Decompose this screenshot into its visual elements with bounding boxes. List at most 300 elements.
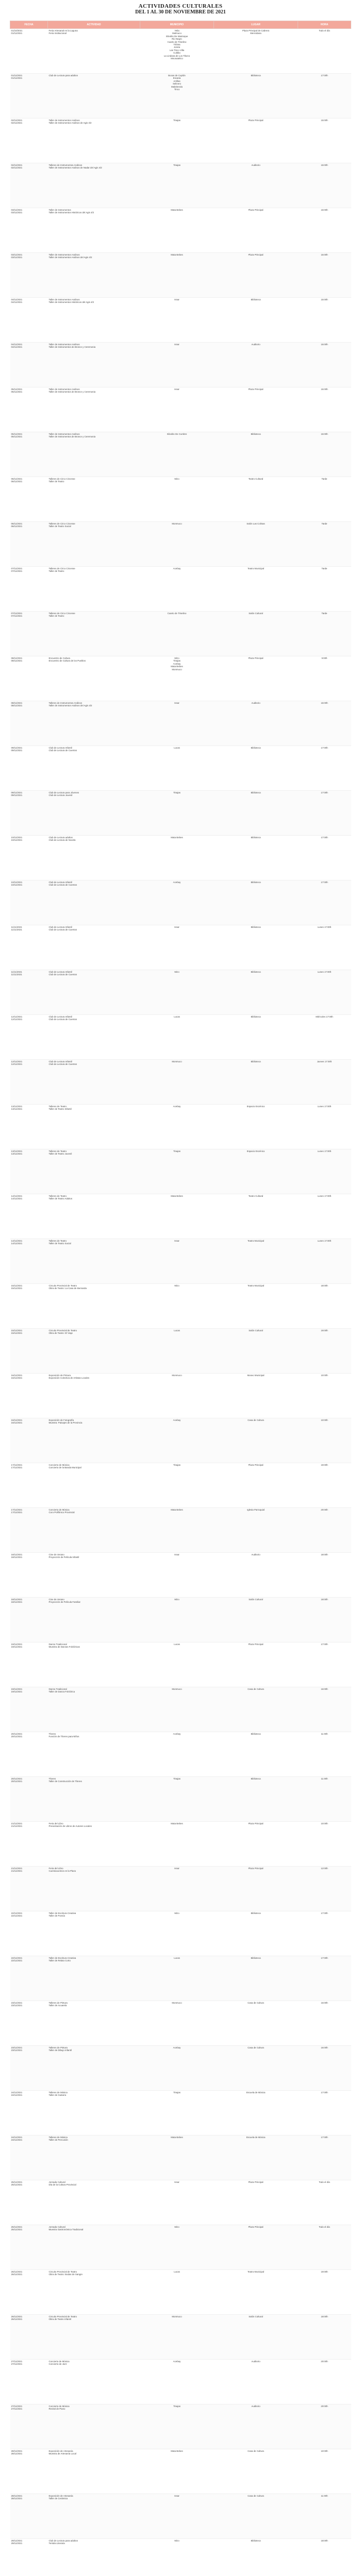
cell-actividad: Concierto de Música Concierto de Jazz — [48, 2360, 140, 2404]
cell-actividad: Talleres de Circo Circense Taller de Teatro — [48, 567, 140, 612]
cell-fecha: 19/11/2021 19/11/2021 — [10, 1687, 48, 1732]
cell-fecha: 08/11/2021 08/11/2021 — [10, 701, 48, 746]
cell-hora: 18:00h — [298, 2315, 351, 2360]
cell-actividad: Club de Lectura Infantil Club de Lectura de Cuentos — [48, 746, 140, 791]
cell-hora: Tarde — [298, 477, 351, 522]
table-row — [10, 1194, 351, 1239]
cell-hora: Miércoles 17:00h — [298, 1015, 351, 1060]
column-header-hora: HORA — [298, 21, 351, 29]
cell-lugar: Biblioteca — [214, 1015, 298, 1060]
cell-hora: 10:00h — [298, 2449, 351, 2494]
cell-municipio: Acebay — [140, 2046, 214, 2091]
cell-hora: 16:00h — [298, 2001, 351, 2046]
cell-hora: 18:00h — [298, 2539, 351, 2576]
cell-hora: 17:00h — [298, 2091, 351, 2136]
table-row — [10, 432, 351, 477]
cell-hora: Lunes 17:00h — [298, 1239, 351, 1284]
cell-lugar: Biblioteca — [214, 298, 298, 343]
cell-fecha: 22/11/2021 22/11/2021 — [10, 1911, 48, 1956]
cell-lugar: Casa de Cultura — [214, 2449, 298, 2494]
cell-actividad: Club de Lectura Infantil Club de Lectura de Cuentos — [48, 1060, 140, 1105]
cell-municipio: Tinajas — [140, 791, 214, 836]
table-row — [10, 2404, 351, 2449]
cell-hora: 11:00h — [298, 2494, 351, 2539]
cell-fecha: 13/11/2021 13/11/2021 — [10, 1105, 48, 1149]
cell-fecha: 07/11/2021 07/11/2021 — [10, 567, 48, 612]
cell-hora: Lunes 17:00h — [298, 1105, 351, 1149]
table-row — [10, 163, 351, 208]
cell-municipio: Lucas — [140, 746, 214, 791]
cell-lugar: Teatro Municipal — [214, 1239, 298, 1284]
cell-lugar: Plaza Principal de Cabrera Mencidana — [214, 29, 298, 74]
cell-actividad: Club de Lectura para adultos Tertulia Literaria — [48, 2539, 140, 2576]
cell-hora: 18:00h — [298, 1598, 351, 1642]
cell-actividad: Circuito Provincial de Teatro Obra de Teatro: La Casa de Bernarda — [48, 1284, 140, 1329]
cell-actividad: Talleres de Circo Circense Taller de Teatro — [48, 477, 140, 522]
cell-fecha: 16/11/2021 16/11/2021 — [10, 1374, 48, 1418]
table-row — [10, 253, 351, 298]
cell-actividad: Club de Lectura Infantil Club de Lectura de Cuentos — [48, 970, 140, 1015]
cell-lugar: Biblioteca — [214, 432, 298, 477]
cell-fecha: 20/11/2021 20/11/2021 — [10, 1732, 48, 1777]
cell-municipio: Cuarto de Triselino — [140, 612, 214, 656]
cell-hora: 17:00h — [298, 1956, 351, 2001]
cell-lugar: Auditorio — [214, 701, 298, 746]
cell-hora: 20:00h — [298, 1508, 351, 1553]
cell-municipio: Mata Bebes — [140, 1508, 214, 1553]
cell-lugar: Plaza Principal — [214, 208, 298, 253]
cell-hora: 16:00h — [298, 1687, 351, 1732]
cell-hora: 17:00h — [298, 880, 351, 925]
cell-hora: 17:00h — [298, 1911, 351, 1956]
cell-hora: 9:00h — [298, 656, 351, 701]
cell-fecha: 17/11/2021 17/11/2021 — [10, 1508, 48, 1553]
cell-municipio: Isnar — [140, 2180, 214, 2225]
cell-municipio: Mizo — [140, 1284, 214, 1329]
cell-fecha: 24/11/2021 24/11/2021 — [10, 2136, 48, 2180]
cell-fecha: 29/11/2021 29/11/2021 — [10, 2539, 48, 2576]
cell-actividad: Taller de Instrumentos Andinos Taller de Instrumentos Andinos del Agis 4/2 — [48, 253, 140, 298]
cell-fecha: 25/11/2021 25/11/2021 — [10, 2180, 48, 2225]
cell-municipio: Mizo Tinajas Acebay Mata Bebes Monmuco — [140, 656, 214, 701]
cell-fecha: 18/11/2021 18/11/2021 — [10, 1553, 48, 1598]
cell-municipio: Isnar — [140, 343, 214, 387]
cell-fecha: 03/11/2021 03/11/2021 — [10, 253, 48, 298]
cell-fecha: 26/11/2021 26/11/2021 — [10, 2270, 48, 2315]
table-row — [10, 656, 351, 701]
cell-lugar: Auditorio — [214, 2404, 298, 2449]
cell-actividad: Taller de Instrumentos Andinos Taller de Instrumentos de Bronce y Ceremonia — [48, 432, 140, 477]
cell-hora: 20:00h — [298, 2360, 351, 2404]
cell-actividad: Exposición de Artesanía Taller de Cerámica — [48, 2494, 140, 2539]
cell-actividad: Feria Artesanal en la Laguna Feria Institucional — [48, 29, 140, 74]
cell-lugar: Museo Municipal — [214, 1374, 298, 1418]
cell-lugar: Escuela de Música — [214, 2136, 298, 2180]
cell-actividad: Talleres de Teatro Taller de Teatro Juvenil — [48, 1149, 140, 1194]
cell-hora: 19:00h — [298, 1463, 351, 1508]
cell-actividad: Club de Lectura para adultos — [48, 74, 140, 118]
cell-municipio: Monmuco — [140, 1374, 214, 1418]
cell-hora: 12:00h — [298, 1867, 351, 1911]
cell-fecha: 04/11/2021 04/11/2021 — [10, 298, 48, 343]
table-row — [10, 2360, 351, 2404]
cell-lugar: Biblioteca — [214, 74, 298, 118]
cell-lugar: Salón Cultural — [214, 612, 298, 656]
cell-fecha: 25/11/2021 25/11/2021 — [10, 2225, 48, 2270]
cell-municipio: Mata Bebes — [140, 836, 214, 880]
cell-lugar: Biblioteca — [214, 1732, 298, 1777]
cell-municipio: Isnar — [140, 1239, 214, 1284]
cell-municipio: Mata Bebes — [140, 2136, 214, 2180]
cell-fecha: 06/11/2021 06/11/2021 — [10, 477, 48, 522]
cell-actividad: Exposición de Pintura Exposición Colectiva de Artistas Locales — [48, 1374, 140, 1418]
cell-municipio: Tinajas — [140, 1463, 214, 1508]
cell-municipio: Tinajas — [140, 1777, 214, 1822]
cell-fecha: 27/11/2021 27/11/2021 — [10, 2360, 48, 2404]
table-row — [10, 387, 351, 432]
table-header — [10, 21, 351, 29]
cell-municipio: Mizo — [140, 970, 214, 1015]
cell-lugar: Plaza Principal — [214, 656, 298, 701]
table-row — [10, 1687, 351, 1732]
cell-lugar: Salón Las Colinas — [214, 522, 298, 567]
cell-fecha: 21/11/2021 21/11/2021 — [10, 1867, 48, 1911]
cell-fecha: 12/11/2021 12/11/2021 — [10, 1060, 48, 1105]
cell-fecha: 12/11/2021 12/11/2021 — [10, 1015, 48, 1060]
cell-municipio: Monmuco — [140, 2001, 214, 2046]
cell-lugar: Biblioteca — [214, 791, 298, 836]
cell-actividad: Taller de Instrumentos Andinos Taller de Instrumentos Andinos de Agis 4/2 — [48, 118, 140, 163]
table-row — [10, 2046, 351, 2091]
cell-actividad: Exposición de Fotografía Muestra: Paisajes de la Provincia — [48, 1418, 140, 1463]
column-header-lugar: LUGAR — [214, 21, 298, 29]
cell-fecha: 11/11/2021 11/11/2021 — [10, 970, 48, 1015]
cell-hora: Tarde — [298, 522, 351, 567]
table-row — [10, 208, 351, 253]
cell-actividad: Feria del Libro Cuentacuentos en la Plaza — [48, 1867, 140, 1911]
cell-hora: Todo el día — [298, 2225, 351, 2270]
table-row — [10, 1060, 351, 1105]
table-row — [10, 970, 351, 1015]
cell-fecha: 08/11/2021 08/11/2021 — [10, 656, 48, 701]
page-header — [0, 0, 361, 21]
cell-fecha: 15/11/2021 15/11/2021 — [10, 1329, 48, 1374]
table-row — [10, 612, 351, 656]
table-row — [10, 1463, 351, 1508]
cell-actividad: Talleres de Pintura Taller de Acuarela — [48, 2001, 140, 2046]
table-row — [10, 29, 351, 74]
cell-actividad: Circuito Provincial de Teatro Obra de Teatro: Bodas de Sangre — [48, 2270, 140, 2315]
cell-lugar: Plaza Principal — [214, 2180, 298, 2225]
cell-municipio: Mata Bebes — [140, 2449, 214, 2494]
cell-lugar: Plaza Principal — [214, 387, 298, 432]
cell-actividad: Talleres de Música Taller de Guitarra — [48, 2091, 140, 2136]
cell-municipio: Acebay — [140, 2360, 214, 2404]
cell-actividad: Circuito Provincial de Teatro Obra de Teatro: El Viaje — [48, 1329, 140, 1374]
table-row — [10, 343, 351, 387]
cell-hora: 19:00h — [298, 1329, 351, 1374]
cell-actividad: Títeres Función de Títeres para Niños — [48, 1732, 140, 1777]
cell-municipio: Acebay — [140, 1105, 214, 1149]
cell-actividad: Taller de Instrumentos Taller de Instrumentos Históricos del Agis 4/2 — [48, 208, 140, 253]
cell-fecha: 14/11/2021 14/11/2021 — [10, 1194, 48, 1239]
cell-actividad: Cine de Verano Proyección de Película Familiar — [48, 1598, 140, 1642]
cell-actividad: Club de Lectura Infantil Club de Lectura de Cuentos — [48, 1015, 140, 1060]
cell-lugar: Auditorio — [214, 1553, 298, 1598]
cell-actividad: Concierto de Música Recital de Piano — [48, 2404, 140, 2449]
cell-municipio: Mizo — [140, 477, 214, 522]
cell-municipio: Isnar — [140, 925, 214, 970]
cell-lugar: Plaza Principal — [214, 1822, 298, 1867]
cell-hora: 15:00h — [298, 118, 351, 163]
cell-hora: 15:00h — [298, 208, 351, 253]
cell-hora: Todo el día — [298, 29, 351, 74]
cell-municipio: Tinajas — [140, 118, 214, 163]
cell-actividad: Club de Lectura Infantil Club de Lectura de Cuentos — [48, 880, 140, 925]
cell-fecha: 26/11/2021 26/11/2021 — [10, 2315, 48, 2360]
cell-municipio: Lucas — [140, 2270, 214, 2315]
cell-municipio: Isnar — [140, 1553, 214, 1598]
cell-hora: Tarde — [298, 567, 351, 612]
cell-hora: 11:00h — [298, 1732, 351, 1777]
cell-municipio: Acebay — [140, 567, 214, 612]
table-header-row — [10, 21, 351, 29]
table-row — [10, 1374, 351, 1418]
cell-hora: Lunes 17:00h — [298, 1194, 351, 1239]
cell-hora: 17:00h — [298, 1642, 351, 1687]
cell-hora: 16:00h — [298, 2046, 351, 2091]
cell-hora: 15:00h — [298, 343, 351, 387]
table-row — [10, 2270, 351, 2315]
cell-hora: Lunes 17:00h — [298, 925, 351, 970]
cell-fecha: 24/11/2021 24/11/2021 — [10, 2091, 48, 2136]
cell-actividad: Taller de Instrumentos Andinos Taller de Instrumentos Históricos del Agis 4/2 — [48, 298, 140, 343]
cell-fecha: 15/11/2021 15/11/2021 — [10, 1284, 48, 1329]
cell-lugar: Escuela de Música — [214, 2091, 298, 2136]
cell-actividad: Taller de Instrumentos Andinos Taller de Instrumentos de Bronce y Ceremonia — [48, 343, 140, 387]
cell-actividad: Danza Tradicional Muestra de Danzas Folclóricas — [48, 1642, 140, 1687]
cell-lugar: Casa de Cultura — [214, 2046, 298, 2091]
cell-lugar: Casa de Cultura — [214, 2001, 298, 2046]
cell-actividad: Concierto de Música Concierto de la Banda Municipal — [48, 1463, 140, 1508]
cell-lugar: Teatro Municipal — [214, 2270, 298, 2315]
cell-fecha: 02/11/2021 02/11/2021 — [10, 118, 48, 163]
cell-actividad: Talleres de Teatro Taller de Teatro Adultos — [48, 1194, 140, 1239]
cell-fecha: 13/11/2021 13/11/2021 — [10, 1149, 48, 1194]
cell-fecha: 09/11/2021 09/11/2021 — [10, 746, 48, 791]
cell-lugar: Biblioteca — [214, 880, 298, 925]
cell-hora: 18:00h — [298, 1553, 351, 1598]
cell-hora: Lunes 17:00h — [298, 970, 351, 1015]
cell-fecha: 16/11/2021 16/11/2021 — [10, 1418, 48, 1463]
cell-hora: 15:00h — [298, 253, 351, 298]
cell-lugar: Plaza Principal — [214, 1463, 298, 1508]
table-row — [10, 1732, 351, 1777]
cell-actividad: Talleres de Instrumentos Andinos Taller de Instrumentos Andinos de Nadar del Agis 4/2 — [48, 163, 140, 208]
cell-lugar: Auditorio — [214, 343, 298, 387]
cell-lugar: Iglesia Parroquial — [214, 1508, 298, 1553]
cell-fecha: 05/11/2021 05/11/2021 — [10, 387, 48, 432]
cell-hora: Todo el día — [298, 2180, 351, 2225]
cell-actividad: Talleres de Música Taller de Percusión — [48, 2136, 140, 2180]
cell-hora: Jueves 17:00h — [298, 1060, 351, 1105]
cell-hora: 17:00h — [298, 2136, 351, 2180]
cell-fecha: 28/11/2021 28/11/2021 — [10, 2449, 48, 2494]
table-row — [10, 746, 351, 791]
cell-fecha: 17/11/2021 17/11/2021 — [10, 1463, 48, 1508]
cell-lugar: Salón Cultural — [214, 1598, 298, 1642]
cell-actividad: Taller de Escritura Creativa Taller de Poesía — [48, 1911, 140, 1956]
table-row — [10, 701, 351, 746]
page-title: ACTIVIDADES CULTURALES — [138, 3, 223, 9]
table-row — [10, 2001, 351, 2046]
cell-actividad: Concierto de Música Coro Polifónico Provincial — [48, 1508, 140, 1553]
cell-actividad: Feria del Libro Presentación de Libros de Autores Locales — [48, 1822, 140, 1867]
cell-municipio: Acebay — [140, 880, 214, 925]
cell-fecha: 02/11/2021 02/11/2021 — [10, 163, 48, 208]
table-row — [10, 2091, 351, 2136]
cell-hora: Tarde — [298, 612, 351, 656]
table-row — [10, 2449, 351, 2494]
cell-municipio: Acebay — [140, 1732, 214, 1777]
table-row — [10, 1329, 351, 1374]
table-row — [10, 118, 351, 163]
table-row — [10, 1239, 351, 1284]
cell-actividad: Talleres de Pintura Taller de Dibujo Infantil — [48, 2046, 140, 2091]
cell-municipio: Mizo — [140, 2539, 214, 2576]
cell-lugar: Auditorio — [214, 163, 298, 208]
cell-lugar: Biblioteca — [214, 925, 298, 970]
page-subtitle: DEL 1 AL 30 DE NOVIEMBRE DE 2021 — [135, 9, 226, 15]
cell-fecha: 20/11/2021 20/11/2021 — [10, 1777, 48, 1822]
table-row — [10, 1867, 351, 1911]
cell-municipio: Isnar — [140, 1867, 214, 1911]
cell-fecha: 23/11/2021 23/11/2021 — [10, 2046, 48, 2091]
table-row — [10, 791, 351, 836]
cell-municipio: Isnar — [140, 387, 214, 432]
table-row — [10, 880, 351, 925]
cell-fecha: 06/11/2021 06/11/2021 — [10, 522, 48, 567]
table-row — [10, 925, 351, 970]
cell-municipio: Mata Bebes — [140, 208, 214, 253]
cell-lugar: Plaza Principal — [214, 253, 298, 298]
cell-actividad: Taller de Instrumentos Andinos Taller de Instrumentos de Bronce y Ceremonia — [48, 387, 140, 432]
cell-lugar: Biblioteca — [214, 1911, 298, 1956]
cell-municipio: Acebay — [140, 1418, 214, 1463]
cell-lugar: Teatro Cultural — [214, 1194, 298, 1239]
cell-municipio: Tinajas — [140, 2404, 214, 2449]
cell-municipio: Isnar — [140, 298, 214, 343]
cell-hora: 11:00h — [298, 1777, 351, 1822]
cell-actividad: Jornada Cultural Muestra Gastronómica Tradicional — [48, 2225, 140, 2270]
table-row — [10, 1822, 351, 1867]
table-row — [10, 1956, 351, 2001]
cell-municipio: Lucas — [140, 1015, 214, 1060]
table-row — [10, 1149, 351, 1194]
cell-lugar: Casa de Cultura — [214, 1418, 298, 1463]
cell-hora: 15:00h — [298, 432, 351, 477]
table-row — [10, 1508, 351, 1553]
cell-actividad: Encuentro de Cultura Encuentro de Cultura de los Pueblos — [48, 656, 140, 701]
cell-fecha: 21/11/2021 21/11/2021 — [10, 1822, 48, 1867]
table-row — [10, 2315, 351, 2360]
cell-lugar: Plaza Principal — [214, 118, 298, 163]
table-row — [10, 298, 351, 343]
cell-municipio: Silvolito De Cumbre — [140, 432, 214, 477]
cell-municipio: Mata Bebes — [140, 1194, 214, 1239]
cell-hora: 17:00h — [298, 791, 351, 836]
cell-municipio: Isnar — [140, 701, 214, 746]
cell-municipio: Mata Bebes — [140, 1822, 214, 1867]
cell-fecha: 01/10/2021 01/11/2021 — [10, 29, 48, 74]
cell-hora: 19:00h — [298, 2270, 351, 2315]
cell-actividad: Jornada Cultural Día de la Cultura Provincial — [48, 2180, 140, 2225]
cell-lugar: Espacio Escénico — [214, 1149, 298, 1194]
cell-lugar: Espacio Escénico — [214, 1105, 298, 1149]
cell-hora: 15:00h — [298, 298, 351, 343]
cell-actividad: Club de Lectura Infantil Club de Lectura de Cuentos — [48, 925, 140, 970]
cell-actividad: Circuito Provincial de Teatro Obra de Teatro Infantil — [48, 2315, 140, 2360]
cell-lugar: Plaza Principal — [214, 1642, 298, 1687]
cell-hora: 10:00h — [298, 1822, 351, 1867]
cell-lugar: Plaza Principal — [214, 2225, 298, 2270]
cell-hora: 18:00h — [298, 1284, 351, 1329]
cell-actividad: Cine de Verano Proyección de Película Infantil — [48, 1553, 140, 1598]
table-row — [10, 1911, 351, 1956]
cell-lugar: Biblioteca — [214, 1060, 298, 1105]
cell-actividad: Talleres de Teatro Taller de Teatro Social — [48, 1239, 140, 1284]
cell-hora: 10:00h — [298, 1418, 351, 1463]
table-row — [10, 1777, 351, 1822]
cell-hora: 17:00h — [298, 74, 351, 118]
cell-lugar: Auditorio — [214, 2360, 298, 2404]
cell-fecha: 14/11/2021 14/11/2021 — [10, 1239, 48, 1284]
cell-lugar: Biblioteca — [214, 970, 298, 1015]
cell-fecha: 05/11/2021 05/11/2021 — [10, 432, 48, 477]
cell-municipio: Mizo — [140, 1911, 214, 1956]
cell-fecha: 01/11/2021 01/11/2021 — [10, 74, 48, 118]
cell-municipio: Monmuco — [140, 2315, 214, 2360]
cell-municipio: Lucas — [140, 1956, 214, 2001]
cell-municipio: Bocas de Cuplón Escaria Arrillas Selinero Mabriterola Tinco — [140, 74, 214, 118]
table-row — [10, 1642, 351, 1687]
cell-fecha: 19/11/2021 19/11/2021 — [10, 1642, 48, 1687]
cell-lugar: Casa de Cultura — [214, 2494, 298, 2539]
cell-fecha: 04/11/2021 04/11/2021 — [10, 343, 48, 387]
cell-lugar: Casa de Cultura — [214, 1687, 298, 1732]
cell-lugar: Biblioteca — [214, 746, 298, 791]
cell-fecha: 22/11/2021 22/11/2021 — [10, 1956, 48, 2001]
cell-lugar: Salón Cultural — [214, 2315, 298, 2360]
table-row — [10, 2180, 351, 2225]
cell-actividad: Taller de Escritura Creativa Taller de Relato Corto — [48, 1956, 140, 2001]
table-row — [10, 836, 351, 880]
cell-lugar: Plaza Principal — [214, 1867, 298, 1911]
cell-municipio: Monmuco — [140, 1687, 214, 1732]
cell-lugar: Teatro Municipal — [214, 567, 298, 612]
cell-lugar: Teatro Cultural — [214, 477, 298, 522]
cell-hora: 10:00h — [298, 1374, 351, 1418]
cell-municipio: Yelia Mulmuco Silvolito De Mantoque Rio Negro Cuarto de Triselino Tribina Joreta Las Tinco Villa Cultibo La Lindana de Los Tikono Mnonatelico — [140, 29, 214, 74]
column-header-municipio: MUNICIPIO — [140, 21, 214, 29]
cell-actividad: Exposición de Artesanía Muestra de Artesanía Local — [48, 2449, 140, 2494]
column-header-fecha: FECHA — [10, 21, 48, 29]
cell-hora: 15:00h — [298, 387, 351, 432]
cell-fecha: 23/11/2021 23/11/2021 — [10, 2001, 48, 2046]
cell-municipio: Tinajas — [140, 1149, 214, 1194]
table-row — [10, 1105, 351, 1149]
table-row — [10, 477, 351, 522]
